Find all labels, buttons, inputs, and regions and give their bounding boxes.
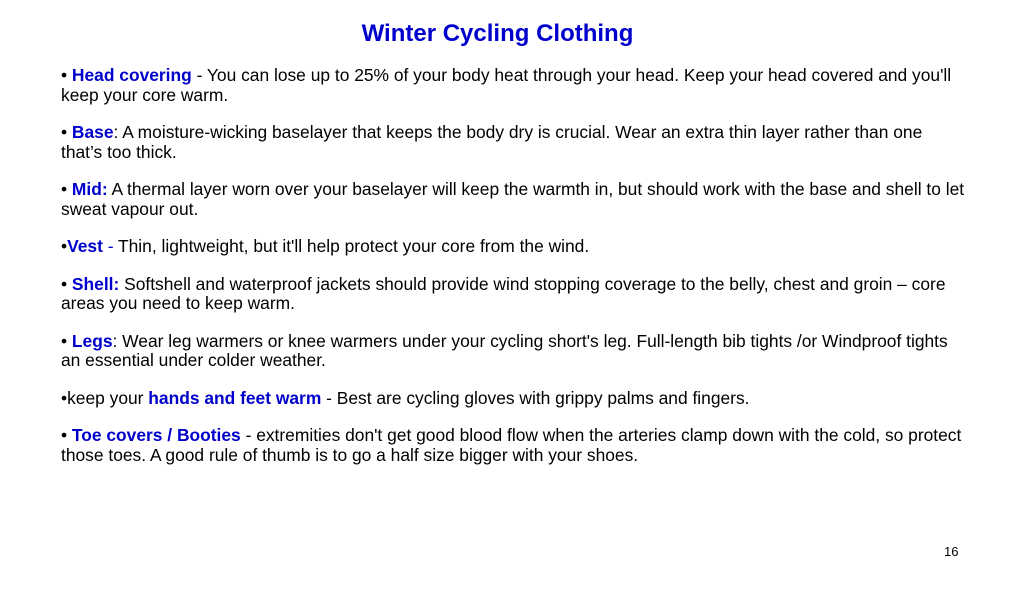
bullet-term-suffix: - — [102, 236, 114, 256]
bullet-text: Thin, lightweight, but it'll help protect your core from the wind. — [113, 236, 590, 256]
bullet-term: Toe covers / Booties — [71, 425, 241, 445]
bullet-vest — [61, 237, 966, 257]
bullet-text: - You can lose up to 25% of your body heat through your head. Keep your head covered and you'll keep your core warm. — [61, 65, 952, 105]
bullet-head-covering — [61, 66, 966, 105]
bullet-marker: •keep your — [61, 387, 149, 408]
slide-title: Winter Cycling Clothing — [361, 20, 634, 47]
bullet-term: hands and feet warm — [148, 387, 322, 408]
bullet-toe-covers — [61, 426, 966, 465]
bullet-text: - extremities don't get good blood flow when the arteries clamp down with the cold, so protect those toes. A good rule of thumb is to go a half size bigger with your shoes. — [61, 425, 962, 465]
bullet-term: Shell: — [71, 273, 120, 294]
bullet-term: Vest — [67, 236, 103, 256]
page-number: 16 — [944, 544, 959, 559]
bullet-term: Mid: — [71, 179, 108, 199]
bullet-mid — [61, 180, 966, 219]
bullet-text: Softshell and waterproof jackets should provide wind stopping coverage to the belly, chest and groin – core areas you need to keep warm. — [61, 273, 946, 313]
bullet-text: : Wear leg warmers or knee warmers under your cycling short's leg. Full-length bib tights /or Windproof tights an essential under colder weather. — [61, 330, 948, 370]
bullet-marker: • — [61, 273, 72, 294]
bullet-term: Head covering — [71, 65, 192, 85]
bullet-marker: • — [61, 122, 72, 142]
bullet-base — [61, 123, 966, 162]
bullet-legs — [61, 332, 966, 371]
bullet-text: : A moisture-wicking baselayer that keeps the body dry is crucial. Wear an extra thin layer rather than one that’s too thick. — [61, 122, 923, 162]
bullet-marker: • — [61, 330, 72, 351]
bullet-term: Base — [71, 122, 114, 142]
bullet-marker: • — [61, 236, 68, 256]
bullet-marker: • — [61, 179, 72, 199]
bullet-text: - Best are cycling gloves with grippy palms and fingers. — [321, 387, 750, 408]
bullet-text: A thermal layer worn over your baselayer will keep the warmth in, but should work with the base and shell to let sweat vapour out. — [61, 179, 965, 219]
bullet-list — [61, 66, 966, 483]
bullet-term: Legs — [71, 330, 113, 351]
bullet-marker: • — [61, 65, 72, 85]
bullet-shell — [61, 275, 966, 314]
bullet-hands-feet — [61, 389, 966, 409]
bullet-marker: • — [61, 425, 72, 445]
